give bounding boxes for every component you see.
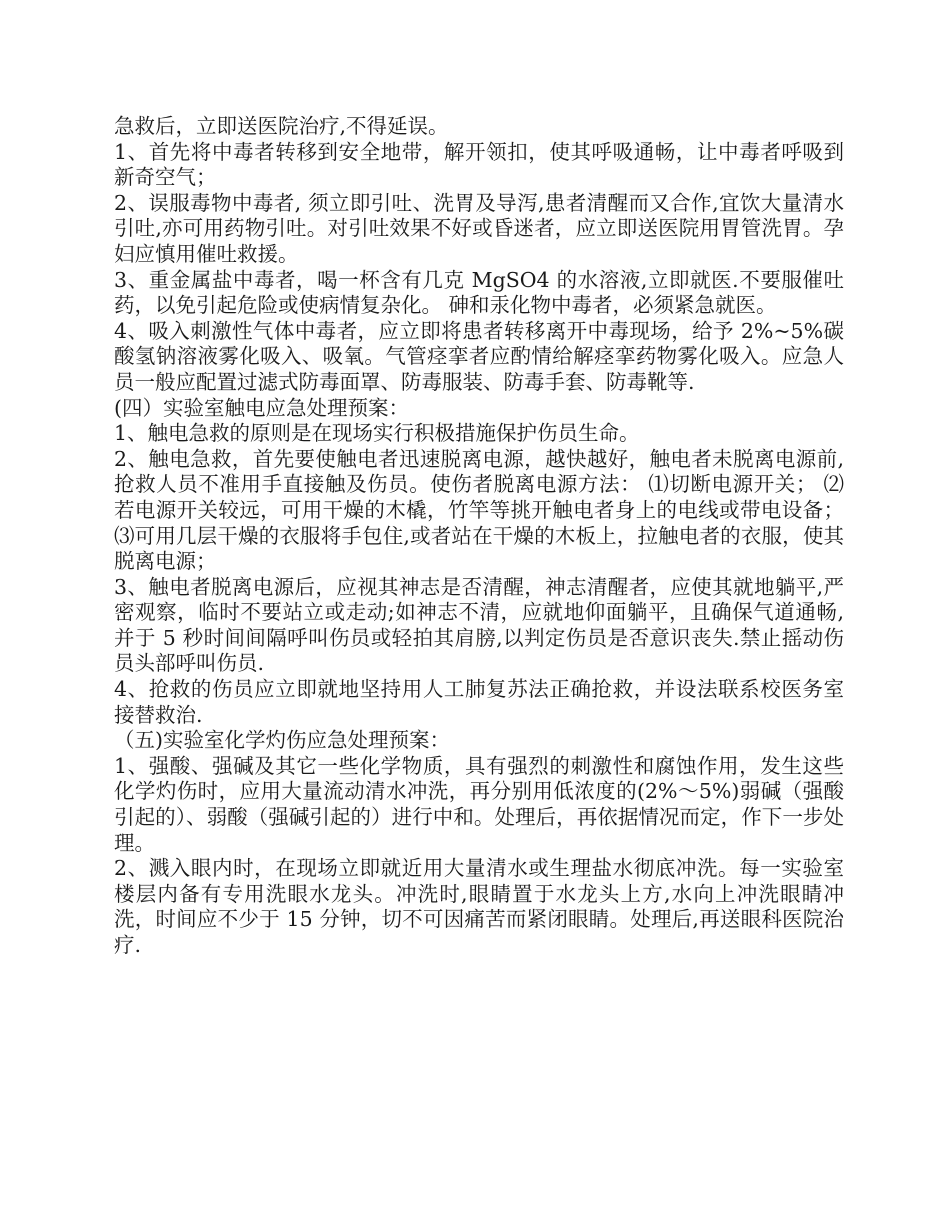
paragraph-step-1-transfer: 1、首先将中毒者转移到安全地带，解开领扣，使其呼吸通畅，让中毒者呼吸到新奇空气；	[114, 139, 844, 190]
paragraph-shock-1-principle: 1、触电急救的原则是在现场实行积极措施保护伤员生命。	[114, 421, 640, 446]
paragraph-burn-1-acid-alkali: 1、强酸、强碱及其它一些化学物质，具有强烈的刺激性和腐蚀作用，发生这些化学灼伤时，应用大量流动清水冲洗，再分别用低浓度的(2%～5%)弱碱（强酸引起的）、弱酸（强碱引起的）进行中和。处理后，再依据情况而定，作下一步处理。	[114, 753, 844, 855]
paragraph-step-3-heavy-metal: 3、重金属盐中毒者，喝一杯含有几克 MgSO4 的水溶液,立即就医.不要服催吐药，以免引起危险或使病情复杂化。 砷和汞化物中毒者，必须紧急就医。	[114, 267, 844, 318]
section-heading-chemical-burn: （五)实验室化学灼伤应急处理预案：	[114, 728, 450, 753]
paragraph-step-2-ingestion: 2、误服毒物中毒者, 须立即引吐、洗胃及导泻,患者清醒而又合作,宜饮大量清水引吐,亦可用药物引吐。对引吐效果不好或昏迷者，应立即送医院用胃管洗胃。孕妇应慎用催吐救援。	[114, 190, 844, 266]
section-heading-electric-shock: (四）实验室触电应急处理预案：	[114, 395, 409, 420]
paragraph-shock-4-rescue: 4、抢救的伤员应立即就地坚持用人工肺复苏法正确抢救，并设法联系校医务室接替救治.	[114, 677, 844, 727]
paragraph-burn-2-eyes: 2、溅入眼内时，在现场立即就近用大量清水或生理盐水彻底冲洗。每一实验室楼层内备有专用洗眼水龙头。冲洗时,眼睛置于水龙头上方,水向上冲洗眼睛冲洗，时间应不少于 15 分钟，切不可因痛苦而紧闭眼睛。处理后,再送眼科医院治疗.	[114, 856, 844, 957]
paragraph-step-4-inhalation: 4、吸入刺激性气体中毒者，应立即将患者转移离开中毒现场，给予 2%~5%碳酸氢钠溶液雾化吸入、吸氧。气管痉挛者应酌情给解痉挛药物雾化吸入。应急人员一般应配置过滤式防毒面罩、防毒服装、防毒手套、防毒靴等.	[114, 318, 844, 394]
paragraph-shock-2-disconnect: 2、触电急救，首先要使触电者迅速脱离电源，越快越好，触电者未脱离电源前,抢救人员不准用手直接触及伤员。使伤者脱离电源方法： ⑴切断电源开关； ⑵若电源开关较远，可用干燥的木橇，竹竿等挑开触电者身上的电线或带电设备； ⑶可用几层干燥的衣服将手包住,或者站在干燥的木板上，拉触电者的衣服，使其脱离电源；	[114, 446, 851, 574]
paragraph-shock-3-observe: 3、触电者脱离电源后，应视其神志是否清醒，神志清醒者，应使其就地躺平,严密观察，临时不要站立或走动;如神志不清，应就地仰面躺平，且确保气道通畅,并于 5 秒时间间隔呼叫伤员或轻拍其肩膀,以判定伤员是否意识丧失.禁止摇动伤员头部呼叫伤员.	[114, 574, 844, 676]
paragraph-intro: 急救后，立即送医院治疗,不得延误。	[114, 114, 449, 138]
document-body	[114, 114, 851, 959]
